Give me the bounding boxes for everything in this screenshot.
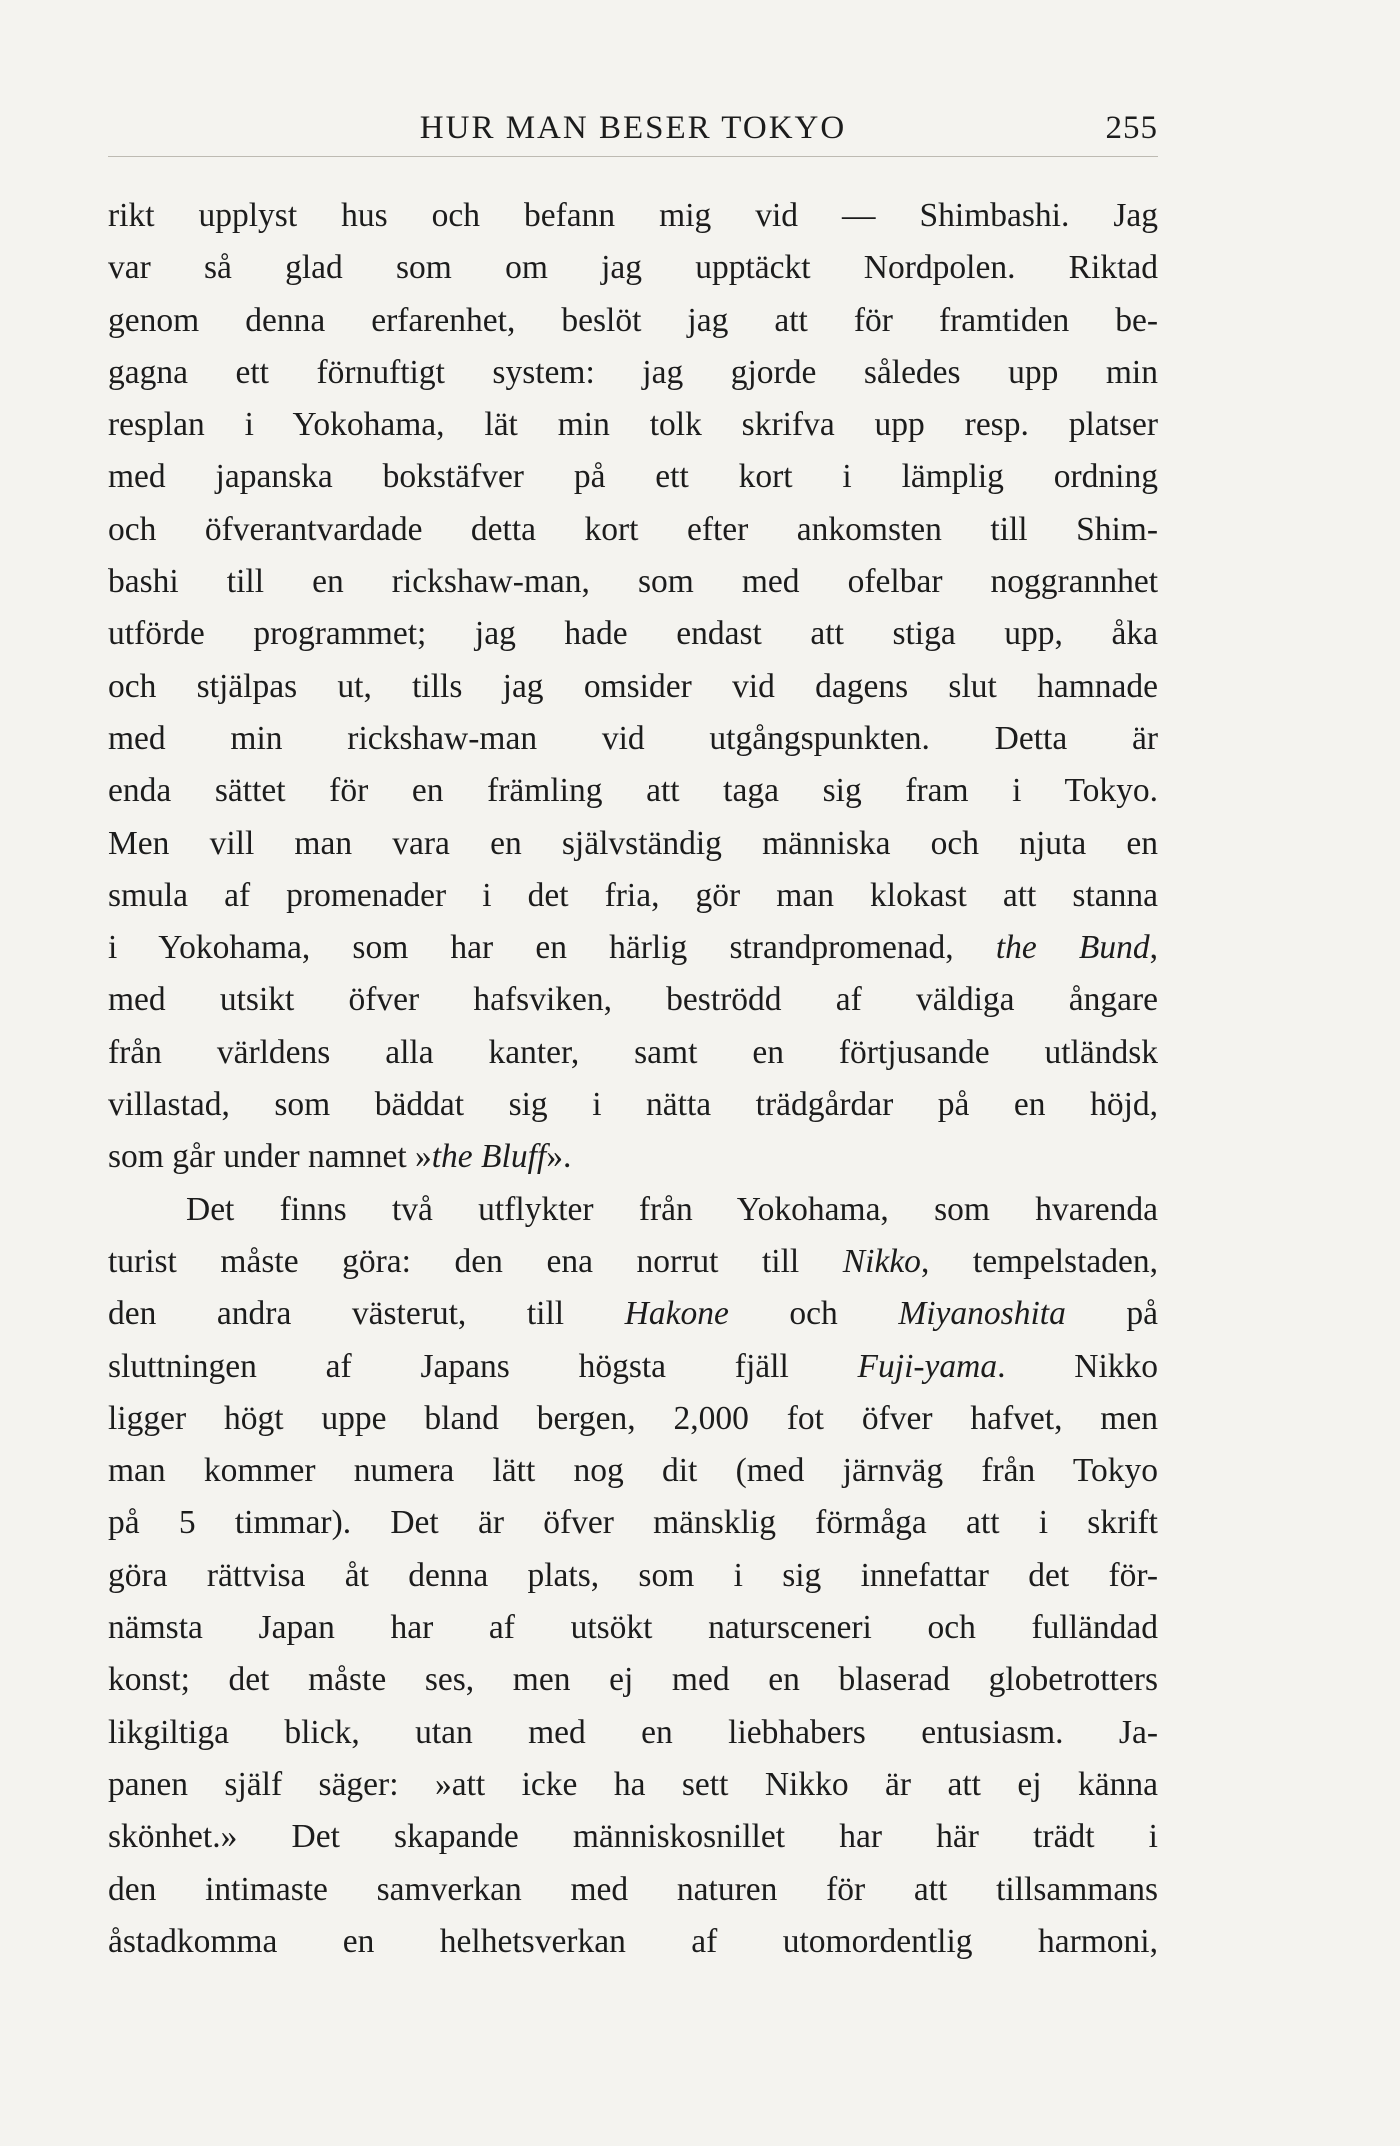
text-line: man kommer numera lätt nog dit (med järnväg från Tokyo	[108, 1452, 1158, 1490]
text-line: konst; det måste ses, men ej med en blaserad globetrotters	[108, 1661, 1158, 1699]
italic-hakone: Hakone	[624, 1295, 729, 1333]
text-line: enda sättet för en främling att taga sig fram i Tokyo.	[108, 772, 1158, 810]
italic-miyanoshita: Miyanoshita	[898, 1295, 1066, 1333]
running-head: HUR MAN BESER TOKYO	[419, 110, 847, 146]
page-header	[108, 106, 1158, 150]
text-line: på 5 timmar). Det är öfver mänsklig förmåga att i skrift	[108, 1504, 1158, 1542]
header-rule	[108, 156, 1158, 157]
text-line: panen själf säger: »att icke ha sett Nikko är att ej känna	[108, 1765, 1158, 1803]
italic-the-bluff: the Bluff	[431, 1138, 547, 1176]
text-line: Men vill man vara en självständig människa och njuta en	[108, 824, 1158, 862]
page-number: 255	[1105, 110, 1158, 146]
text-line: turist måste göra: den ena norrut till Nikko, tempelstaden,	[108, 1242, 1158, 1280]
text-line: gagna ett förnuftigt system: jag gjorde således upp min	[108, 353, 1158, 391]
text-line: likgiltiga blick, utan med en liebhabers entusiasm. Ja-	[108, 1713, 1158, 1751]
text-line: sluttningen af Japans högsta fjäll Fuji-yama. Nikko	[108, 1347, 1158, 1385]
italic-nikko: Nikko	[842, 1242, 921, 1280]
text-line: den andra västerut, till Hakone och Miyanoshita på	[108, 1295, 1158, 1333]
text-line: Det finns två utflykter från Yokohama, som hvarenda	[186, 1190, 1158, 1228]
text-line: bashi till en rickshaw-man, som med ofelbar noggrannhet	[108, 563, 1158, 601]
text-line: åstadkomma en helhetsverkan af utomordentlig harmoni,	[108, 1922, 1158, 1960]
text-line: och öfverantvardade detta kort efter ankomsten till Shim-	[108, 510, 1158, 548]
text-line: villastad, som bäddat sig i nätta trädgårdar på en höjd,	[108, 1086, 1158, 1124]
text-line: skönhet.» Det skapande människosnillet har här trädt i	[108, 1818, 1158, 1856]
text-line: rikt upplyst hus och befann mig vid — Shimbashi. Jag	[108, 197, 1158, 234]
text-line: ligger högt uppe bland bergen, 2,000 fot öfver hafvet, men	[108, 1399, 1158, 1437]
text-line: nämsta Japan har af utsökt natursceneri och fulländad	[108, 1609, 1158, 1647]
text-line: från världens alla kanter, samt en förtjusande utländsk	[108, 1033, 1158, 1071]
text-line: smula af promenader i det fria, gör man klokast att stanna	[108, 876, 1158, 914]
text-line: med japanska bokstäfver på ett kort i lämplig ordning	[108, 458, 1158, 496]
text-line: och stjälpas ut, tills jag omsider vid dagens slut hamnade	[108, 667, 1158, 705]
text-line: resplan i Yokohama, lät min tolk skrifva upp resp. platser	[108, 406, 1158, 444]
text-line: utförde programmet; jag hade endast att stiga upp, åka	[108, 615, 1158, 653]
text-line: som går under namnet »the Bluff».	[108, 1138, 572, 1176]
text-line: genom denna erfarenhet, beslöt jag att för framtiden be-	[108, 301, 1158, 339]
italic-fuji-yama: Fuji-yama	[857, 1347, 998, 1385]
text-line: var så glad som om jag upptäckt Nordpolen. Riktad	[108, 249, 1158, 287]
body-text	[108, 190, 1158, 1968]
text-line: den intimaste samverkan med naturen för att tillsammans	[108, 1870, 1158, 1908]
text-line: göra rättvisa åt denna plats, som i sig innefattar det för-	[108, 1556, 1158, 1594]
text-line: med min rickshaw-man vid utgångspunkten. Detta är	[108, 719, 1158, 757]
text-line: i Yokohama, som har en härlig strandpromenad, the Bund,	[108, 929, 1158, 967]
italic-the-bund: the Bund	[995, 929, 1150, 967]
text-line: med utsikt öfver hafsviken, beströdd af väldiga ångare	[108, 981, 1158, 1019]
